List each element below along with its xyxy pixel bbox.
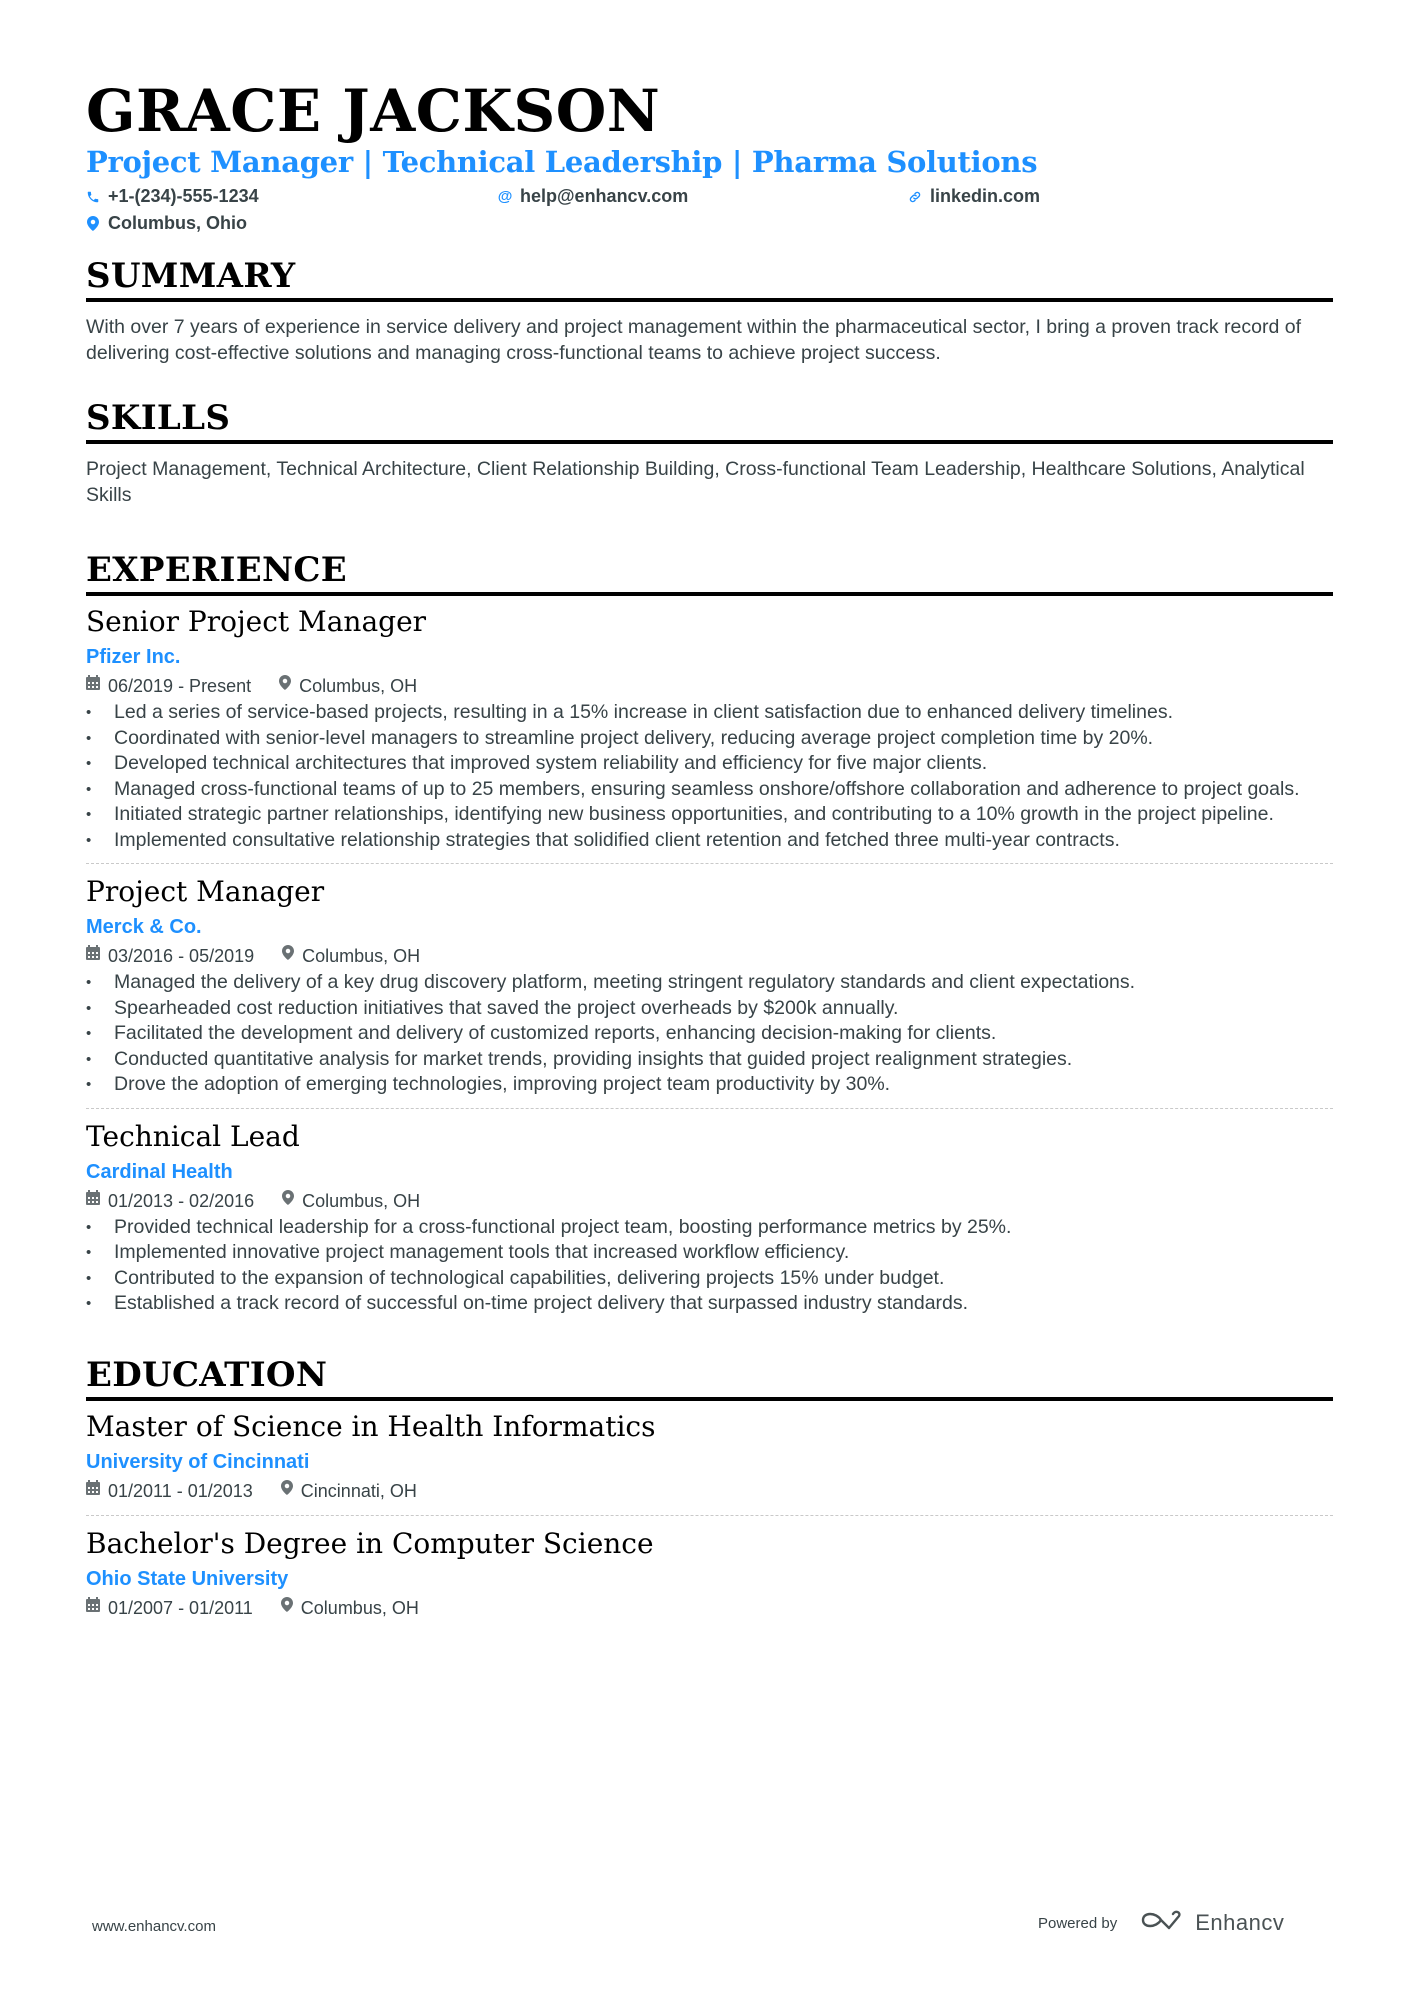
section-divider xyxy=(86,592,1333,596)
entry-location xyxy=(282,1187,420,1215)
section-title-education: EDUCATION xyxy=(86,1354,328,1395)
education-entry xyxy=(86,1515,1333,1632)
job-title: Project Manager xyxy=(86,875,325,908)
powered-by-label: Powered by xyxy=(1038,1914,1118,1932)
achievement-item: • Managed cross-functional teams of up to 25 members, ensuring seamless onshore/offshore collaboration and adherence to project goals. xyxy=(86,777,1333,803)
candidate-headline: Project Manager | Technical Leadership | Pharma Solutions xyxy=(86,145,1038,179)
entry-location xyxy=(281,1594,419,1622)
job-title: Senior Project Manager xyxy=(86,605,427,638)
achievement-item: • Contributed to the expansion of technological capabilities, delivering projects 15% under budget. xyxy=(86,1266,1333,1292)
contact-phone xyxy=(86,186,259,207)
achievement-item: • Established a track record of successful on-time project delivery that surpassed industry standards. xyxy=(86,1291,1333,1317)
company-name: Pfizer Inc. xyxy=(86,646,181,668)
section-divider xyxy=(86,440,1333,444)
location-text: Cincinnati, OH xyxy=(300,1480,417,1501)
degree-title: Bachelor's Degree in Computer Science xyxy=(86,1526,654,1560)
phone-icon xyxy=(86,190,100,204)
entry-meta xyxy=(86,672,1333,700)
calendar-icon xyxy=(86,942,100,970)
link-icon xyxy=(908,190,922,204)
map-pin-icon xyxy=(281,1477,293,1505)
degree-title: Master of Science in Health Informatics xyxy=(86,1409,656,1443)
summary-section xyxy=(86,256,1333,366)
achievement-item: • Initiated strategic partner relationships, identifying new business opportunities, and contributing to a 10% growth in the project pipeline. xyxy=(86,802,1333,828)
achievement-item: • Led a series of service-based projects, resulting in a 15% increase in client satisfaction due to enhanced delivery timelines. xyxy=(86,700,1333,726)
entry-location xyxy=(279,672,417,700)
location-text: Columbus, OH xyxy=(302,946,421,966)
skills-text: Project Management, Technical Architecture, Client Relationship Building, Cross-functional Team Leadership, Healthcare Solutions, Analytical Skills xyxy=(86,458,1305,506)
achievement-item: • Managed the delivery of a key drug discovery platform, meeting stringent regulatory standards and client expectations. xyxy=(86,970,1333,996)
experience-entry xyxy=(86,863,1333,1108)
candidate-name: GRACE JACKSON xyxy=(86,77,661,145)
map-pin-icon xyxy=(281,1594,293,1622)
company-name: Merck & Co. xyxy=(86,916,202,938)
contact-info xyxy=(86,182,1333,238)
brand-name: Enhancv xyxy=(1195,1910,1285,1935)
calendar-icon xyxy=(86,672,100,700)
infinity-heart-icon xyxy=(1139,1908,1185,1938)
map-pin-icon xyxy=(282,942,294,970)
experience-entry xyxy=(86,1108,1333,1327)
entry-location xyxy=(281,1477,417,1505)
contact-email[interactable] xyxy=(498,186,688,207)
skills-section xyxy=(86,398,1333,508)
entry-meta xyxy=(86,1187,1333,1215)
calendar-icon xyxy=(86,1477,100,1505)
section-divider xyxy=(86,298,1333,302)
school-name: University of Cincinnati xyxy=(86,1450,310,1473)
calendar-icon xyxy=(86,1187,100,1215)
resume-header xyxy=(86,78,1333,238)
footer-website[interactable]: www.enhancv.com xyxy=(92,1918,216,1935)
linkedin-text[interactable]: linkedin.com xyxy=(930,186,1041,206)
map-pin-icon xyxy=(282,1187,294,1215)
section-title-summary: SUMMARY xyxy=(86,256,296,296)
achievement-item: • Implemented consultative relationship strategies that solidified client retention and fetched three multi-year contracts. xyxy=(86,828,1333,854)
map-pin-icon xyxy=(279,672,291,700)
location-text: Columbus, OH xyxy=(302,1190,421,1211)
entry-meta xyxy=(86,1594,1333,1622)
experience-section xyxy=(86,550,1333,1327)
achievement-item: • Developed technical architectures that improved system reliability and efficiency for five major clients. xyxy=(86,751,1333,777)
location-text: Columbus, OH xyxy=(300,1597,419,1618)
job-title: Technical Lead xyxy=(86,1119,300,1153)
achievement-list xyxy=(86,1215,1333,1317)
section-title-experience: EXPERIENCE xyxy=(86,550,347,590)
achievement-item: • Implemented innovative project management tools that increased workflow efficiency. xyxy=(86,1240,1333,1266)
entry-meta xyxy=(86,1477,1333,1505)
date-text: 03/2016 - 05/2019 xyxy=(108,946,255,966)
school-name: Ohio State University xyxy=(86,1567,289,1590)
achievement-item: • Drove the adoption of emerging technologies, improving project team productivity by 30%. xyxy=(86,1072,1333,1098)
achievement-item: • Conducted quantitative analysis for market trends, providing insights that guided project realignment strategies. xyxy=(86,1047,1333,1073)
location-text: Columbus, OH xyxy=(299,676,418,696)
achievement-item: • Spearheaded cost reduction initiatives that saved the project overheads by $200k annually. xyxy=(86,996,1333,1022)
achievement-item: • Coordinated with senior-level managers to streamline project delivery, reducing average project completion time by 20%. xyxy=(86,726,1333,752)
education-section xyxy=(86,1355,1333,1632)
at-icon: @ xyxy=(497,188,513,205)
contact-location xyxy=(86,213,247,234)
date-text: 01/2011 - 01/2013 xyxy=(108,1480,253,1501)
date-text: 01/2007 - 01/2011 xyxy=(108,1597,253,1618)
entry-meta xyxy=(86,942,1333,970)
section-divider xyxy=(86,1397,1333,1401)
phone-text: +1-(234)-555-1234 xyxy=(108,186,259,206)
achievement-list xyxy=(86,700,1333,853)
company-name: Cardinal Health xyxy=(86,1160,233,1183)
date-range xyxy=(86,1594,253,1622)
achievement-list xyxy=(86,970,1333,1098)
date-range xyxy=(86,942,254,970)
location-text: Columbus, Ohio xyxy=(108,213,247,233)
date-range xyxy=(86,1477,253,1505)
contact-linkedin[interactable] xyxy=(908,186,1040,207)
section-title-skills: SKILLS xyxy=(86,398,231,438)
achievement-item: • Provided technical leadership for a cross-functional project team, boosting performance metrics by 25%. xyxy=(86,1215,1333,1241)
enhancv-logo[interactable] xyxy=(1139,1908,1284,1938)
footer-powered-by xyxy=(1038,1908,1284,1938)
experience-entry xyxy=(86,604,1333,863)
entry-location xyxy=(282,942,420,970)
date-range xyxy=(86,1187,254,1215)
education-entry xyxy=(86,1409,1333,1515)
resume-page xyxy=(86,78,1333,1632)
date-text: 01/2013 - 02/2016 xyxy=(108,1190,255,1211)
achievement-item: • Facilitated the development and delivery of customized reports, enhancing decision-making for clients. xyxy=(86,1021,1333,1047)
calendar-icon xyxy=(86,1594,100,1622)
summary-text: With over 7 years of experience in service delivery and project management within the pharmaceutical sector, I bring a proven track record of delivering cost-effective solutions and managing cross-functional teams to achieve project success. xyxy=(86,316,1302,364)
email-text[interactable]: help@enhancv.com xyxy=(520,186,689,206)
date-range xyxy=(86,672,251,700)
date-text: 06/2019 - Present xyxy=(108,676,252,696)
map-pin-icon xyxy=(86,216,100,231)
